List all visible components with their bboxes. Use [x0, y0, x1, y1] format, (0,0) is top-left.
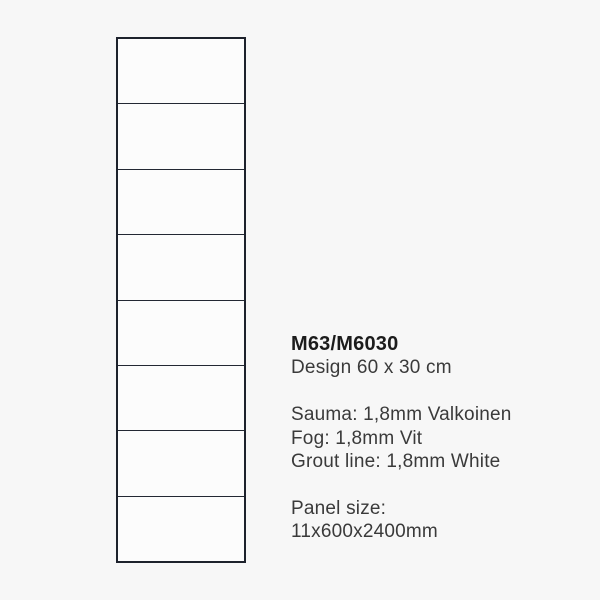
panel-tile [118, 39, 244, 104]
product-code: M63/M6030 [291, 333, 399, 355]
grout-english: Grout line: 1,8mm White [291, 450, 501, 472]
grout-swedish: Fog: 1,8mm Vit [291, 427, 423, 449]
spacer [291, 473, 512, 496]
panel-tile [118, 235, 244, 300]
panel-tile [118, 366, 244, 431]
panel-size-value: 11x600x2400mm [291, 521, 438, 543]
grout-finnish: Sauma: 1,8mm Valkoinen [291, 404, 512, 426]
panel-diagram [116, 37, 246, 563]
panel-tile [118, 170, 244, 235]
panel-tile [118, 301, 244, 366]
design-size: Design 60 x 30 cm [291, 357, 452, 379]
panel-tile [118, 431, 244, 496]
product-specs [291, 333, 512, 544]
panel-tile [118, 497, 244, 561]
panel-size-label: Panel size: [291, 497, 387, 519]
spacer [291, 380, 512, 403]
panel-tile [118, 104, 244, 169]
